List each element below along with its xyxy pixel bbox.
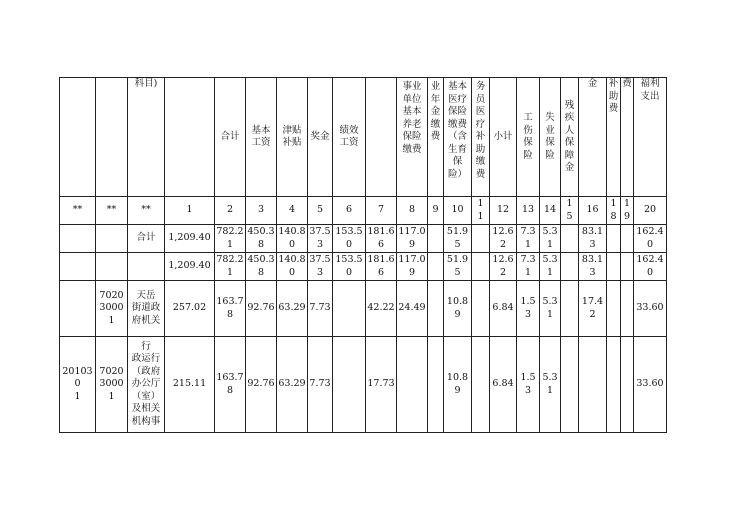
table-cell: 1,209.40 — [165, 253, 215, 281]
index-cell: 13 — [517, 197, 540, 225]
table-cell — [60, 225, 96, 253]
index-cell: 1 5 — [561, 197, 579, 225]
table-cell — [607, 337, 621, 433]
table-cell: 7.3 1 — [517, 225, 540, 253]
table-cell: 83.1 3 — [579, 225, 607, 253]
table-cell — [561, 281, 579, 337]
index-cell: 1 9 — [621, 197, 634, 225]
table-cell: 33.60 — [634, 337, 667, 433]
header-cell: 失 业 保 险 — [540, 78, 561, 197]
table-cell: 163.7 8 — [215, 337, 246, 433]
table-row — [60, 337, 667, 433]
header-cell — [60, 78, 96, 197]
header-cell — [165, 78, 215, 197]
table-cell — [96, 225, 128, 253]
index-cell: 16 — [579, 197, 607, 225]
table-row — [60, 225, 667, 253]
header-cell — [96, 78, 128, 197]
index-cell: 20 — [634, 197, 667, 225]
table-cell: 12.6 2 — [490, 225, 517, 253]
table-cell: 37.5 3 — [308, 253, 333, 281]
table-cell: 162.4 0 — [634, 225, 667, 253]
expenditure-table — [59, 77, 667, 433]
table-cell — [472, 225, 490, 253]
table-cell — [96, 253, 128, 281]
table-cell: 162.4 0 — [634, 253, 667, 281]
table-cell: 24.49 — [397, 281, 428, 337]
table-cell: 450.3 8 — [246, 225, 277, 253]
index-cell: 1 8 — [607, 197, 621, 225]
table-cell — [561, 253, 579, 281]
index-cell: 9 — [428, 197, 444, 225]
table-cell — [472, 253, 490, 281]
header-cell: 事业 单位 基本 养老 保险 缴费 — [397, 78, 428, 197]
table-cell: 83.1 3 — [579, 253, 607, 281]
table-cell: 1.5 3 — [517, 281, 540, 337]
index-cell: 14 — [540, 197, 561, 225]
header-cell: 绩效 工资 — [333, 78, 366, 197]
table-cell — [621, 337, 634, 433]
header-cell: 金 — [579, 78, 607, 197]
table-cell — [607, 225, 621, 253]
table-cell: 163.7 8 — [215, 281, 246, 337]
table-cell: 17.73 — [366, 337, 397, 433]
table-cell — [333, 337, 366, 433]
header-cell: 基本 工资 — [246, 78, 277, 197]
table-cell: 181.6 6 — [366, 225, 397, 253]
table-cell — [60, 253, 96, 281]
header-cell: 津贴 补贴 — [277, 78, 308, 197]
table-cell — [428, 253, 444, 281]
header-cell: 奖金 — [308, 78, 333, 197]
table-cell: 153.5 0 — [333, 225, 366, 253]
table-row — [60, 253, 667, 281]
table-cell — [428, 225, 444, 253]
table-cell: 140.8 0 — [277, 225, 308, 253]
index-row — [60, 197, 667, 225]
table-cell — [333, 281, 366, 337]
table-cell: 5.3 1 — [540, 281, 561, 337]
table-cell — [561, 337, 579, 433]
table-cell — [472, 337, 490, 433]
header-cell: 务 员 医 疗 补 助 缴 费 — [472, 78, 490, 197]
table-cell: 10.8 9 — [444, 281, 472, 337]
table-cell: 12.6 2 — [490, 253, 517, 281]
table-cell: 201030 1 — [60, 337, 96, 433]
table-cell: 117.0 9 — [397, 225, 428, 253]
index-cell: 1 1 — [472, 197, 490, 225]
table-cell — [60, 281, 96, 337]
table-cell — [621, 281, 634, 337]
table-cell: 782.2 1 — [215, 253, 246, 281]
table-cell: 5.3 1 — [540, 253, 561, 281]
table-cell: 92.76 — [246, 337, 277, 433]
table-cell — [428, 281, 444, 337]
table-cell: 215.11 — [165, 337, 215, 433]
header-cell: 费 — [621, 78, 634, 197]
table-cell: 5.3 1 — [540, 225, 561, 253]
table-cell: 7.73 — [308, 337, 333, 433]
table-cell — [607, 253, 621, 281]
index-cell: 5 — [308, 197, 333, 225]
table-cell — [607, 281, 621, 337]
table-cell: 7.3 1 — [517, 253, 540, 281]
table-cell: 153.5 0 — [333, 253, 366, 281]
header-row — [60, 78, 667, 197]
table-cell: 天岳 街道政 府机关 — [128, 281, 165, 337]
table-cell: 7020 3000 1 — [96, 281, 128, 337]
table-cell: 51.9 5 — [444, 225, 472, 253]
table-cell: 450.3 8 — [246, 253, 277, 281]
index-cell: ** — [60, 197, 96, 225]
table-cell — [128, 253, 165, 281]
header-cell: 合计 — [215, 78, 246, 197]
table-cell — [579, 337, 607, 433]
index-cell: 10 — [444, 197, 472, 225]
table-cell: 行 政运行 （政府 办公厅 （室） 及相关 机构事 — [128, 337, 165, 433]
table-cell: 92.76 — [246, 281, 277, 337]
index-cell: 7 — [366, 197, 397, 225]
header-cell: 基本 医疗 保险 缴费 （含 生育 保 险） — [444, 78, 472, 197]
table-cell: 42.22 — [366, 281, 397, 337]
table-cell: 63.29 — [277, 281, 308, 337]
table-cell: 7.73 — [308, 281, 333, 337]
table-cell: 6.84 — [490, 337, 517, 433]
table-cell: 1.5 3 — [517, 337, 540, 433]
index-cell: 6 — [333, 197, 366, 225]
table-cell: 782.2 1 — [215, 225, 246, 253]
table-cell: 181.6 6 — [366, 253, 397, 281]
table-cell: 17.4 2 — [579, 281, 607, 337]
table-cell: 117.0 9 — [397, 253, 428, 281]
index-cell: 4 — [277, 197, 308, 225]
index-cell: ** — [96, 197, 128, 225]
index-cell: 3 — [246, 197, 277, 225]
table-cell: 37.5 3 — [308, 225, 333, 253]
table-cell: 合计 — [128, 225, 165, 253]
table-cell — [472, 281, 490, 337]
header-cell: 补 助 费 — [607, 78, 621, 197]
table-cell: 140.8 0 — [277, 253, 308, 281]
table-cell: 1,209.40 — [165, 225, 215, 253]
table-cell: 51.9 5 — [444, 253, 472, 281]
table-cell: 63.29 — [277, 337, 308, 433]
table-cell — [621, 253, 634, 281]
index-cell: ** — [128, 197, 165, 225]
table-cell — [621, 225, 634, 253]
table-cell — [397, 337, 428, 433]
table-cell: 5.3 1 — [540, 337, 561, 433]
table-cell: 6.84 — [490, 281, 517, 337]
index-cell: 12 — [490, 197, 517, 225]
header-cell: 工 伤 保 险 — [517, 78, 540, 197]
table-cell: 7020 3000 1 — [96, 337, 128, 433]
header-cell — [366, 78, 397, 197]
header-cell: 业 年 金 缴 费 — [428, 78, 444, 197]
table-cell — [428, 337, 444, 433]
table-cell: 257.02 — [165, 281, 215, 337]
header-cell: 残 疾 人 保 障 金 — [561, 78, 579, 197]
index-cell: 8 — [397, 197, 428, 225]
table-cell: 10.8 9 — [444, 337, 472, 433]
table-row — [60, 281, 667, 337]
index-cell: 1 — [165, 197, 215, 225]
header-cell: 福利 支出 — [634, 78, 667, 197]
header-cell: 小计 — [490, 78, 517, 197]
table-cell — [561, 225, 579, 253]
table-cell: 33.60 — [634, 281, 667, 337]
index-cell: 2 — [215, 197, 246, 225]
header-cell: 科目) — [128, 78, 165, 197]
